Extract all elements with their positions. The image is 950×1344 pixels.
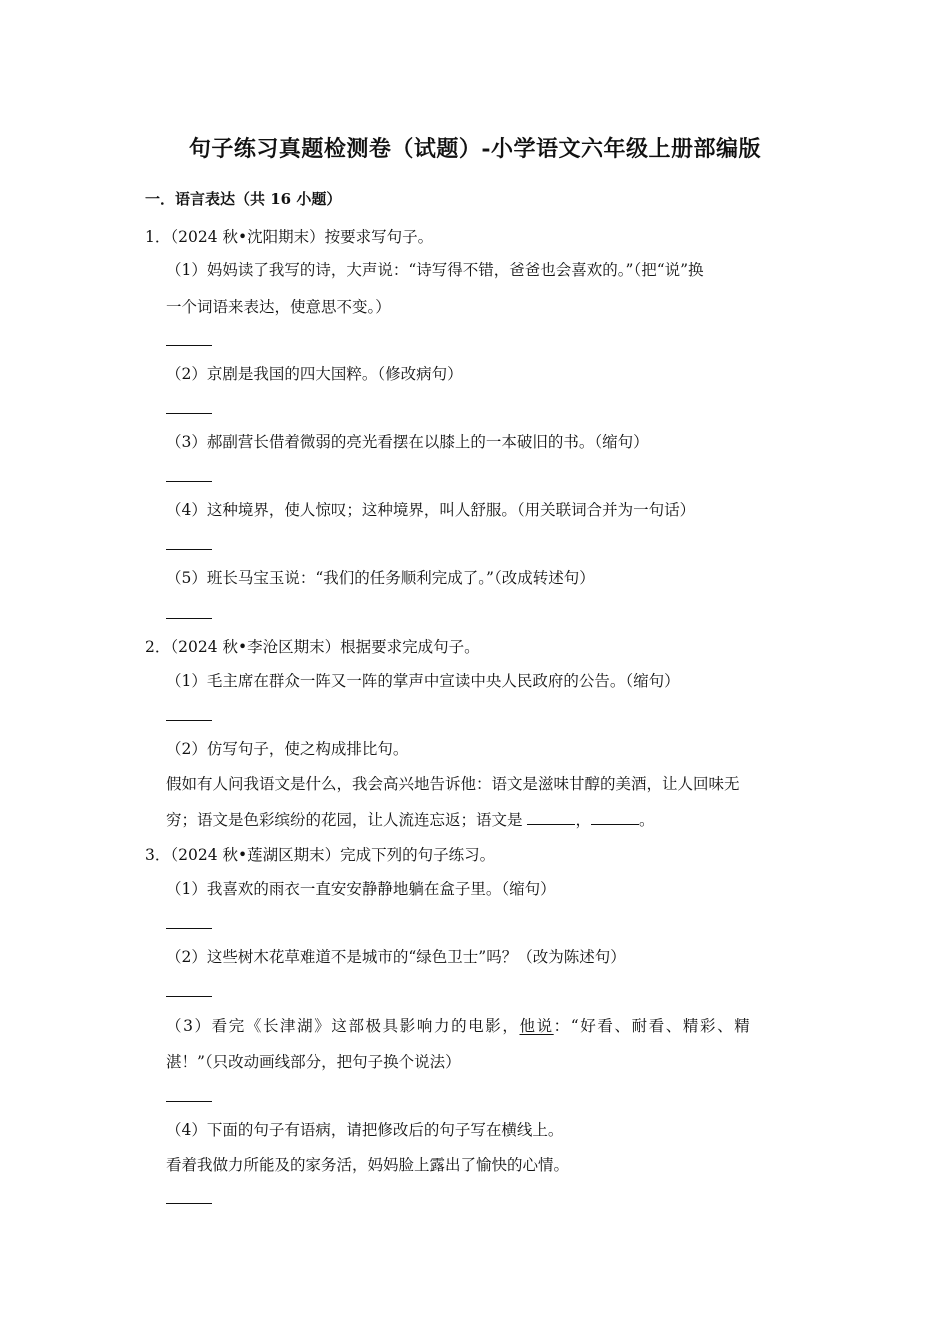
q1-sub3: （3）郝副营长借着微弱的亮光看摆在以膝上的一本破旧的书。（缩句）: [166, 433, 649, 451]
question-3-stem: [145, 843, 495, 865]
q3-sub3-line1: [166, 1014, 751, 1036]
q1-sub4: （4）这种境界，使人惊叹；这种境界，叫人舒服。（用关联词合并为一句话）: [166, 501, 696, 519]
q2-sub2-passage-line1: 假如有人问我语文是什么，我会高兴地告诉他：语文是滋味甘醇的美酒，让人回味无: [166, 775, 740, 793]
q3-sub4: （4）下面的句子有语病，请把修改后的句子写在横线上。: [166, 1121, 564, 1139]
q2-sub1-answer-blank[interactable]: [166, 720, 212, 721]
q3-sub1-answer-blank[interactable]: [166, 928, 212, 929]
q3-sub4-sentence: 看着我做力所能及的家务活，妈妈脸上露出了愉快的心情。: [166, 1156, 570, 1174]
q3-sub3-text: （3）看完《长津湖》这部极具影响力的电影，: [166, 1017, 520, 1035]
q3-sub4-answer-blank[interactable]: [166, 1203, 212, 1204]
q1-sub1-line2: 一个词语来表达，使意思不变。）: [166, 298, 391, 316]
q1-sub4-answer-blank[interactable]: [166, 549, 212, 550]
q3-sub2-answer-blank[interactable]: [166, 996, 212, 997]
question-2-number: 2．: [145, 638, 171, 656]
q1-sub5-answer-blank[interactable]: [166, 618, 212, 619]
section-heading: 一．语言表达（共 16 小题）: [145, 190, 342, 208]
question-2-stem: [145, 635, 480, 657]
q2-inline-blank-1[interactable]: [527, 810, 575, 825]
question-1-number: 1．: [145, 228, 171, 246]
question-3-text: （2024 秋•莲湖区期末）完成下列的句子练习。: [170, 846, 496, 864]
q1-sub1-line1: （1）妈妈读了我写的诗，大声说：“诗写得不错，爸爸也会喜欢的。”（把“说”换: [166, 261, 704, 279]
question-2-text: （2024 秋•李沧区期末）根据要求完成句子。: [170, 638, 480, 656]
q2-sub2-passage-line2: [166, 808, 654, 830]
q1-sub5: （5）班长马宝玉说：“我们的任务顺利完成了。”（改成转述句）: [166, 569, 595, 587]
q1-sub3-answer-blank[interactable]: [166, 481, 212, 482]
q2-separator: ，: [575, 811, 591, 829]
q2-sub2: （2）仿写句子，使之构成排比句。: [166, 740, 409, 758]
q3-sub2: （2）这些树木花草难道不是城市的“绿色卫士”吗？（改为陈述句）: [166, 948, 626, 966]
question-1-stem: [145, 225, 433, 247]
q2-inline-blank-2[interactable]: [591, 810, 639, 825]
q3-sub3-quote: ：“好看、耐看、精彩、精: [553, 1017, 752, 1035]
q2-passage-text: 穷；语文是色彩缤纷的花园，让人流连忘返；语文是: [166, 811, 523, 829]
question-3-number: 3．: [145, 846, 171, 864]
q1-sub2: （2）京剧是我国的四大国粹。（修改病句）: [166, 365, 463, 383]
question-1-text: （2024 秋•沈阳期末）按要求写句子。: [170, 228, 434, 246]
q3-sub3-answer-blank[interactable]: [166, 1101, 212, 1102]
q2-sub1: （1）毛主席在群众一阵又一阵的掌声中宣读中央人民政府的公告。（缩句）: [166, 672, 680, 690]
q3-sub1: （1）我喜欢的雨衣一直安安静静地躺在盒子里。（缩句）: [166, 880, 556, 898]
q1-sub1-answer-blank[interactable]: [166, 345, 212, 346]
document-title: 句子练习真题检测卷（试题）-小学语文六年级上册部编版: [188, 136, 762, 162]
q2-period: 。: [638, 811, 655, 829]
q3-sub3-line2: 湛！”（只改动画线部分，把句子换个说法）: [166, 1053, 461, 1071]
q3-underlined-phrase: 他说: [519, 1017, 554, 1035]
q1-sub2-answer-blank[interactable]: [166, 413, 212, 414]
